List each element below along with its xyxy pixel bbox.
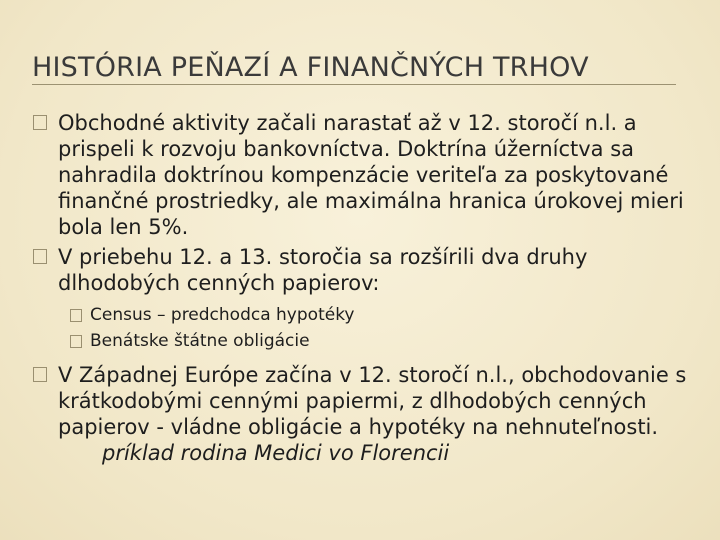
bullet-item: [58, 110, 698, 240]
sub-bullet-item: [90, 330, 690, 352]
bullet-box-icon: [70, 309, 82, 322]
example-text: príklad rodina Medici vo Florencii: [102, 441, 450, 465]
sub-bullet-item: [90, 304, 690, 326]
bullet-item: [58, 362, 698, 466]
bullet-text: V priebehu 12. a 13. storočia sa rozšírili dva druhy dlhodobých cenných papierov:: [58, 245, 588, 295]
bullet-box-icon: [70, 335, 82, 348]
bullet-text: V Západnej Európe začína v 12. storočí n.l., obchodovanie s krátkodobými cennými papiermi, z dlhodobých cenných papierov - vládne obligácie a hypotéky na nehnuteľnosti.: [58, 363, 687, 439]
sub-bullet-text: Benátske štátne obligácie: [90, 331, 310, 351]
bullet-text: Obchodné aktivity začali narastať až v 12. storočí n.l. a prispeli k rozvoju bankovníctva. Doktrína úžerníctva sa nahradila doktrínou kompenzácie veriteľa za poskytované finančné prostriedky, ale maximálna hranica úrokovej mieri bola len 5%.: [58, 111, 684, 239]
bullet-box-icon: [33, 115, 47, 130]
slide-title: HISTÓRIA PEŇAZÍ A FINANČNÝCH TRHOV: [32, 52, 589, 83]
bullet-item: [58, 244, 698, 296]
bullet-box-icon: [33, 249, 47, 264]
bullet-box-icon: [33, 367, 47, 382]
sub-bullet-text: Census – predchodca hypotéky: [90, 305, 355, 325]
